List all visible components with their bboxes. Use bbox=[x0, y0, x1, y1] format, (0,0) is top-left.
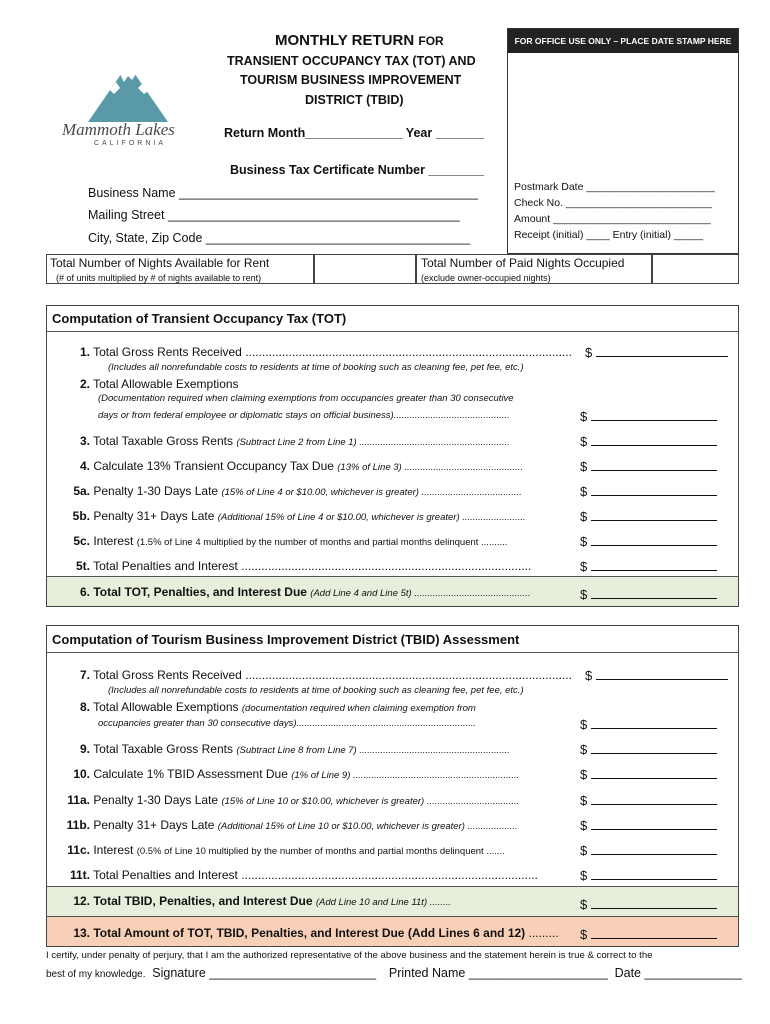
form-title bbox=[275, 32, 444, 49]
tot-line-2-note-1: (Documentation required when claiming exemptions from occupancies greater than 30 consecutive bbox=[98, 393, 514, 404]
paid-nights-value-input[interactable] bbox=[652, 254, 739, 284]
tbid-amount-11t[interactable]: $ bbox=[580, 868, 717, 883]
tot-amount-2[interactable]: $ bbox=[580, 409, 717, 424]
paid-nights-input[interactable] bbox=[314, 254, 416, 284]
best-of-knowledge: best of my knowledge. bbox=[46, 969, 146, 980]
tbid-line-7-note: (Includes all nonrefundable costs to residents at time of booking such as cleaning fee, pet fee, etc.) bbox=[108, 685, 524, 696]
tbid-line-11c: 11c. Interest (0.5% of Line 10 multiplied by the number of months and partial months delinquent ....... bbox=[67, 843, 505, 857]
tbid-amount-11c[interactable]: $ bbox=[580, 843, 717, 858]
return-month-field[interactable]: Return Month______________ Year _______ bbox=[224, 126, 485, 140]
tbid-line-8-note: occupancies greater than 30 consecutive days).................................................................... bbox=[98, 718, 477, 729]
nights-available-note: (# of units multiplied by # of nights available to rent) bbox=[56, 273, 262, 283]
date-field[interactable]: Date ______________ bbox=[614, 966, 742, 980]
tot-amount-5c[interactable]: $ bbox=[580, 534, 717, 549]
tot-line-2: 2. Total Allowable Exemptions bbox=[79, 377, 239, 391]
logo-state: CALIFORNIA bbox=[94, 140, 167, 147]
tbid-amount-11b[interactable]: $ bbox=[580, 818, 717, 833]
tot-line-3: 3. Total Taxable Gross Rents (Subtract Line 2 from Line 1) ......................................................... bbox=[79, 434, 510, 448]
receipt-entry-field: Receipt (initial) ____ Entry (initial) _____ bbox=[514, 229, 704, 241]
mountain-logo-icon bbox=[58, 60, 208, 124]
office-use-header: FOR OFFICE USE ONLY – PLACE DATE STAMP HERE bbox=[508, 29, 738, 53]
title-for: FOR bbox=[418, 34, 444, 48]
tot-amount-5a[interactable]: $ bbox=[580, 484, 717, 499]
certification-text: I certify, under penalty of perjury, that I am the authorized representative of the above business and the statement herein is true & correct to the bbox=[46, 950, 653, 961]
tot-line-1: 1. Total Gross Rents Received .................................................................................................. bbox=[79, 345, 572, 359]
tbid-amount-12[interactable]: $ bbox=[580, 897, 717, 912]
tbid-amount-8[interactable]: $ bbox=[580, 717, 717, 732]
paid-nights-note: (exclude owner-occupied nights) bbox=[421, 273, 551, 283]
tbid-amount-10[interactable]: $ bbox=[580, 767, 717, 782]
tbid-amount-9[interactable]: $ bbox=[580, 742, 717, 757]
postmark-date-field: Postmark Date ______________________ bbox=[514, 181, 715, 193]
printed-name-field[interactable]: Printed Name ____________________ bbox=[388, 966, 608, 980]
tbid-line-11b: 11b. Penalty 31+ Days Late (Additional 15% of Line 10 or $10.00, whichever is greater) ................... bbox=[66, 818, 518, 832]
tot-line-5b: 5b. Penalty 31+ Days Late (Additional 15% of Line 4 or $10.00, whichever is greater) ........................ bbox=[72, 509, 526, 523]
tot-line-2-note-2: days or from federal employee or diplomatic stays on official business)............................................ bbox=[98, 410, 510, 421]
tot-line-5t: 5t. Total Penalties and Interest ....................................................................................... bbox=[75, 559, 532, 573]
subtitle-2: TOURISM BUSINESS IMPROVEMENT bbox=[240, 73, 462, 87]
tot-amount-5t[interactable]: $ bbox=[580, 559, 717, 574]
tot-line-5a: 5a. Penalty 1-30 Days Late (15% of Line 4 or $10.00, whichever is greater) ...................................... bbox=[73, 484, 522, 498]
amount-field: Amount ___________________________ bbox=[514, 213, 711, 225]
signature-row bbox=[46, 966, 742, 980]
tbid-line-10: 10. Calculate 1% TBID Assessment Due (1% of Line 9) ............................................................... bbox=[73, 767, 520, 781]
tot-title: Computation of Transient Occupancy Tax (TOT) bbox=[52, 311, 347, 326]
tot-line-6: 6. Total TOT, Penalties, and Interest Due (Add Line 4 and Line 5t) ............................................ bbox=[79, 585, 531, 599]
logo-name: Mammoth Lakes bbox=[62, 120, 175, 139]
tot-amount-4[interactable]: $ bbox=[580, 459, 717, 474]
subtitle-1: TRANSIENT OCCUPANCY TAX (TOT) AND bbox=[227, 54, 476, 68]
subtitle-3: DISTRICT (TBID) bbox=[305, 93, 404, 107]
city-state-zip-field[interactable]: City, State, Zip Code ______________________________________ bbox=[88, 231, 471, 245]
tot-line-1-note: (Includes all nonrefundable costs to residents at time of booking such as cleaning fee, pet fee, etc.) bbox=[108, 362, 524, 373]
tbid-line-11t: 11t. Total Penalties and Interest ......................................................................................... bbox=[69, 868, 538, 882]
tbid-line-8: 8. Total Allowable Exemptions (documentation required when claiming exemption from bbox=[79, 700, 476, 714]
paid-nights-label: Total Number of Paid Nights Occupied bbox=[421, 256, 625, 270]
tbid-line-9: 9. Total Taxable Gross Rents (Subtract Line 8 from Line 7) ......................................................... bbox=[79, 742, 510, 756]
tot-amount-3[interactable]: $ bbox=[580, 434, 717, 449]
tbid-line-13: 13. Total Amount of TOT, TBID, Penalties, and Interest Due (Add Lines 6 and 12) ......... bbox=[73, 926, 559, 940]
tot-amount-5b[interactable]: $ bbox=[580, 509, 717, 524]
tbid-title: Computation of Tourism Business Improvement District (TBID) Assessment bbox=[52, 632, 520, 647]
mailing-street-field[interactable]: Mailing Street __________________________________________ bbox=[88, 208, 460, 222]
tot-amount-1[interactable]: $ bbox=[585, 345, 728, 360]
title-main: MONTHLY RETURN bbox=[275, 32, 415, 49]
certificate-number-field[interactable]: Business Tax Certificate Number ________ bbox=[230, 163, 485, 177]
tbid-line-12: 12. Total TBID, Penalties, and Interest Due (Add Line 10 and Line 11t) ........ bbox=[73, 894, 451, 908]
tot-line-4: 4. Calculate 13% Transient Occupancy Tax Due (13% of Line 3) ............................................. bbox=[79, 459, 524, 473]
tbid-amount-13[interactable]: $ bbox=[580, 927, 717, 942]
signature-field[interactable]: Signature ________________________ bbox=[152, 966, 377, 980]
logo bbox=[58, 60, 208, 150]
tot-amount-6[interactable]: $ bbox=[580, 587, 717, 602]
tbid-line-7: 7. Total Gross Rents Received .................................................................................................. bbox=[79, 668, 572, 682]
nights-available-label: Total Number of Nights Available for Rent bbox=[50, 256, 270, 270]
tbid-line-11a: 11a. Penalty 1-30 Days Late (15% of Line 10 or $10.00, whichever is greater) ................................... bbox=[67, 793, 520, 807]
check-no-field: Check No. _________________________ bbox=[514, 197, 712, 209]
tot-line-5c: 5c. Interest (1.5% of Line 4 multiplied by the number of months and partial months delinquent .......... bbox=[73, 534, 508, 548]
tbid-amount-11a[interactable]: $ bbox=[580, 793, 717, 808]
tbid-amount-7[interactable]: $ bbox=[585, 668, 728, 683]
business-name-field[interactable]: Business Name ___________________________________________ bbox=[88, 186, 478, 200]
